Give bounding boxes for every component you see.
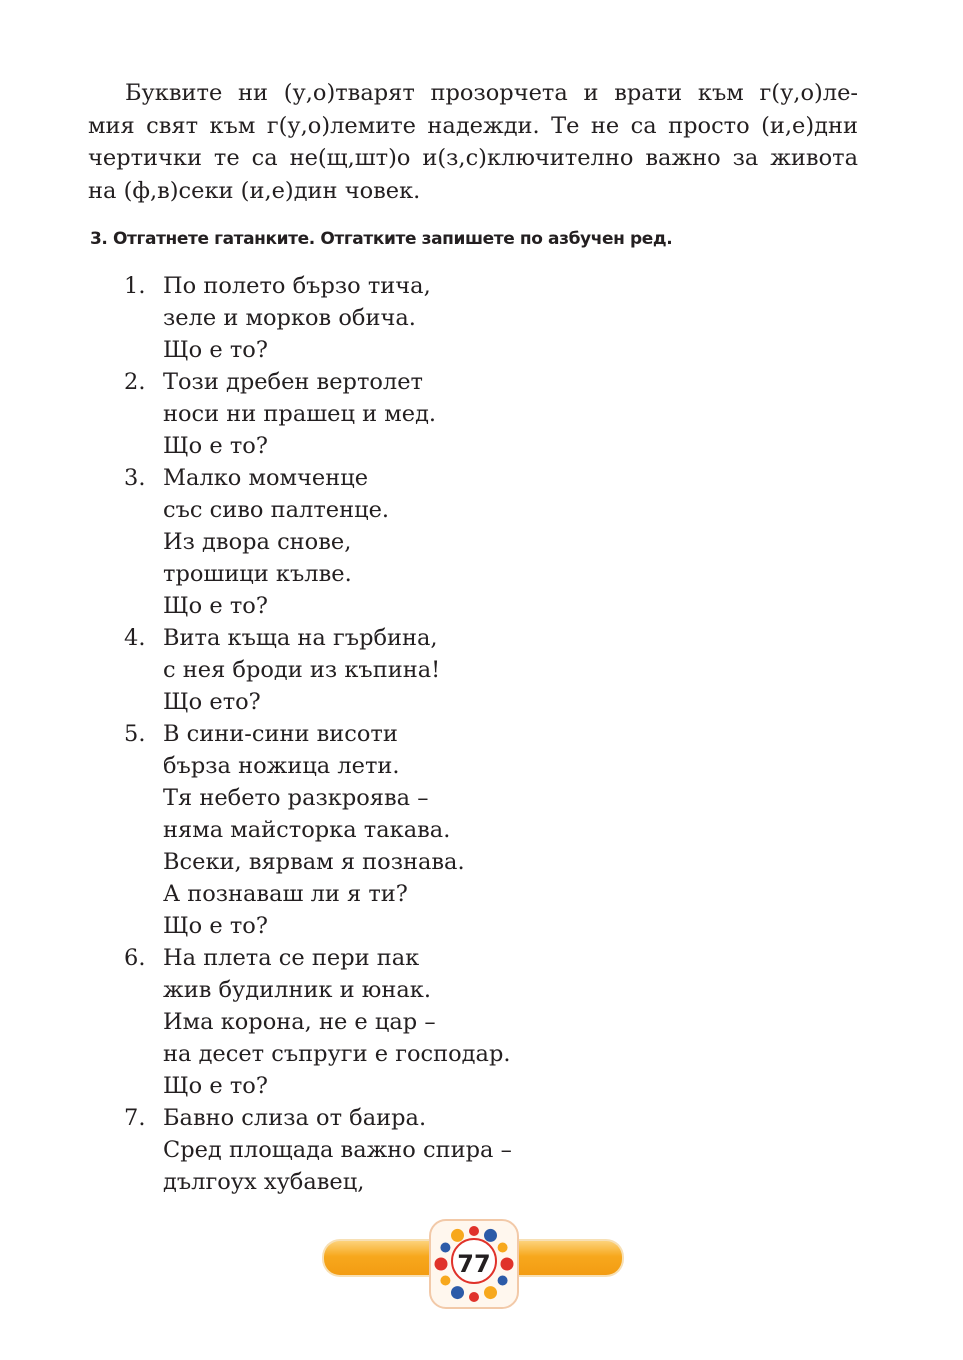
riddle-line: Бавно слиза от баира. xyxy=(163,1105,427,1131)
footer-bar-left xyxy=(322,1239,440,1277)
riddle-line: с нея броди из къпина! xyxy=(163,657,441,683)
paragraph-line: Буквите ни (у,о)тварят прозорчета и врати към г(у,о)ле- xyxy=(125,80,858,106)
riddle-number: 4. xyxy=(124,625,146,651)
riddle-item xyxy=(0,622,963,718)
riddle-number: 1. xyxy=(124,273,146,299)
riddle-line: Малко момченце xyxy=(163,465,369,491)
paragraph-line: чертички те са не(щ,шт)о и(з,с)ключително важно за живота xyxy=(88,145,858,171)
paragraph-line: на (ф,в)секи (и,е)дин човек. xyxy=(88,177,421,204)
riddle-number: 6. xyxy=(124,945,146,971)
riddle-line: Този дребен вертолет xyxy=(163,369,423,395)
riddle-line: Има корона, не е цар – xyxy=(163,1009,436,1035)
riddle-list xyxy=(0,270,963,1198)
riddle-line: със сиво палтенце. xyxy=(163,497,390,523)
page-number: 77 xyxy=(457,1250,491,1278)
riddle-item xyxy=(0,1102,963,1198)
riddle-line: няма майсторка такава. xyxy=(163,817,451,843)
riddle-line: В сини-сини висоти xyxy=(163,721,398,747)
riddle-item xyxy=(0,270,963,366)
riddle-item xyxy=(0,366,963,462)
riddle-line: Що е то? xyxy=(163,433,268,459)
riddle-line: Тя небето разкроява – xyxy=(163,785,429,811)
riddle-line: По полето бързо тича, xyxy=(163,273,431,299)
riddle-line: носи ни прашец и мед. xyxy=(163,401,437,427)
riddle-item xyxy=(0,942,963,1102)
riddle-line: Що е то? xyxy=(163,913,268,939)
paragraph-line: мия свят към г(у,о)лемите надежди. Те не са просто (и,е)дни xyxy=(88,112,858,139)
riddle-number: 5. xyxy=(124,721,146,747)
intro-paragraph xyxy=(88,77,858,207)
ornament-dot xyxy=(469,1226,479,1236)
riddle-number: 2. xyxy=(124,369,146,395)
riddle-line: Що ето? xyxy=(163,689,261,715)
riddle-line: Сред площада важно спира – xyxy=(163,1137,512,1163)
ornament-dot xyxy=(469,1292,479,1302)
riddle-number: 7. xyxy=(124,1105,146,1131)
riddle-line: жив будилник и юнак. xyxy=(163,977,432,1003)
footer-bar-right xyxy=(516,1239,624,1277)
riddle-line: дългоух хубавец, xyxy=(163,1169,365,1195)
riddle-line: Що е то? xyxy=(163,1073,268,1099)
riddle-line: Вита къща на гърбина, xyxy=(163,625,438,651)
riddle-line: На плета се пери пак xyxy=(163,945,420,971)
riddle-line: на десет съпруги е господар. xyxy=(163,1041,511,1067)
riddle-item xyxy=(0,718,963,942)
riddle-line: Що е то? xyxy=(163,337,268,363)
riddle-line: зеле и морков обича. xyxy=(163,305,416,331)
riddle-line: бърза ножица лети. xyxy=(163,753,400,779)
exercise-heading: 3. Отгатнете гатанките. Отгатките запишете по азбучен ред. xyxy=(90,229,673,249)
riddle-item xyxy=(0,462,963,622)
riddle-line: А познаваш ли я ти? xyxy=(163,881,408,907)
riddle-line: трошици кълве. xyxy=(163,561,352,587)
riddle-line: Що е то? xyxy=(163,593,268,619)
riddle-number: 3. xyxy=(124,465,146,491)
riddle-line: Из двора снове, xyxy=(163,529,352,555)
riddle-line: Всеки, вярвам я познава. xyxy=(163,849,465,875)
